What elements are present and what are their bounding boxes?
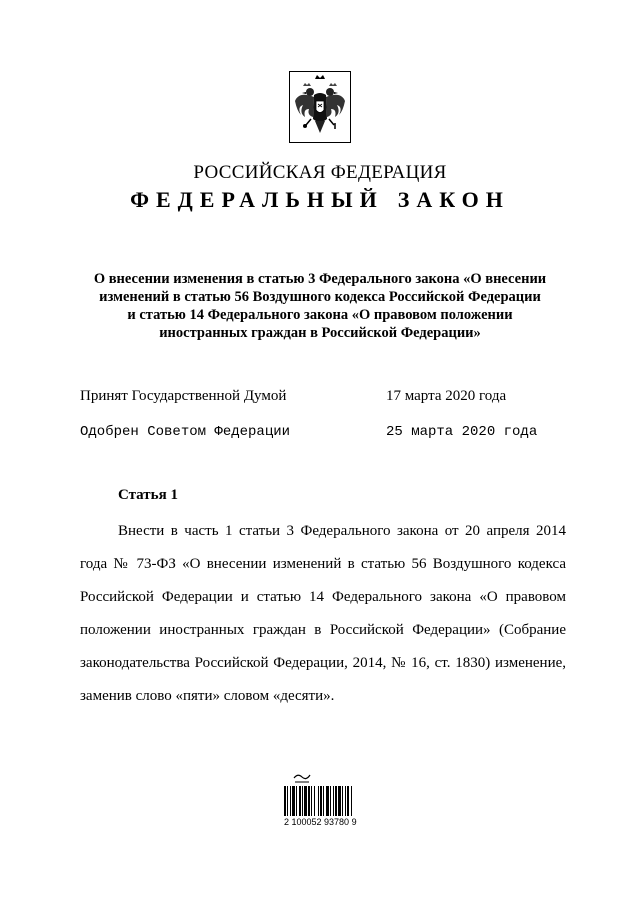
barcode-icon	[284, 786, 368, 816]
law-title	[60, 270, 580, 342]
law-title-line: О внесении изменения в статью 3 Федерального закона «О внесении	[93, 271, 547, 287]
law-title-line: иностранных граждан в Российской Федерации»	[159, 325, 481, 341]
law-title-line: изменений в статью 56 Воздушного кодекса Российской Федерации	[99, 289, 541, 305]
article-text: Внести в часть 1 статьи 3 Федерального закона от 20 апреля 2014 года № 73-ФЗ «О внесении изменений в статью 56 Воздушного кодекса Российской Федерации и статью 14 Федерального закона «О правовом положении иностранных граждан в Российской Федерации» (Собрание законодательства Российской Федерации, 2014, № 16, ст. 1830) изменение, заменив слово «пяти» словом «десяти».	[80, 523, 566, 704]
document-type	[0, 187, 640, 213]
approved-by-council-label: Одобрен Советом Федерации	[80, 424, 291, 440]
barcode-number: 2 100052 93780 9	[284, 817, 357, 827]
adopted-by-duma-label: Принят Государственной Думой	[80, 388, 287, 404]
adopted-date: 17 марта 2020 года	[386, 388, 507, 404]
coat-of-arms-icon	[289, 71, 351, 143]
document-type-word2: ЗАКОН	[397, 187, 510, 212]
approved-date: 25 марта 2020 года	[386, 424, 538, 440]
document-type-word1: ФЕДЕРАЛЬНЫЙ	[130, 187, 384, 212]
barcode-block	[280, 772, 372, 827]
barcode-mark-icon	[292, 772, 312, 784]
law-title-line: и статью 14 Федерального закона «О правовом положении	[127, 307, 513, 323]
country-name: РОССИЙСКАЯ ФЕДЕРАЦИЯ	[193, 162, 447, 183]
article-heading: Статья 1	[118, 487, 178, 503]
